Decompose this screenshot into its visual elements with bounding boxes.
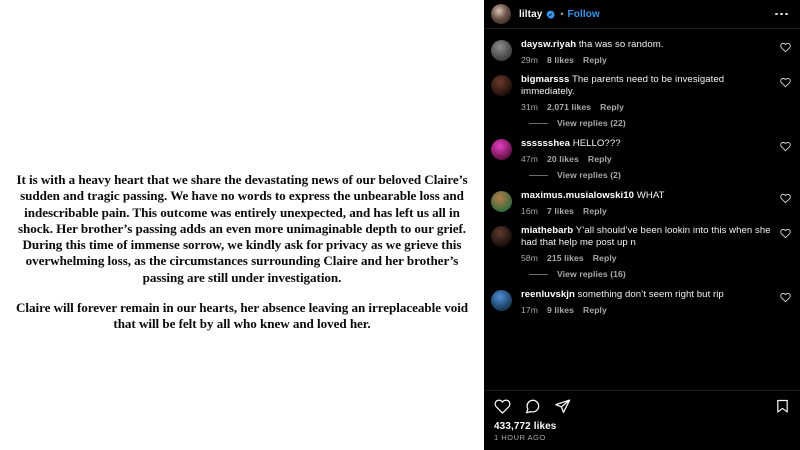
comment-username[interactable]: daysw.riyah	[521, 39, 577, 50]
avatar[interactable]	[491, 290, 512, 311]
comment-message: Y’all should’ve been lookin into this when she had that help me post up n	[521, 225, 771, 249]
avatar[interactable]	[491, 40, 512, 61]
post-header	[484, 0, 800, 29]
comment-meta	[521, 305, 772, 315]
post-action-bar	[484, 390, 800, 450]
share-paper-plane-icon[interactable]	[554, 398, 571, 415]
comment-meta	[521, 55, 772, 65]
comment-item[interactable]	[491, 190, 792, 216]
comment-text	[521, 225, 772, 250]
comment-username[interactable]: miathebarb	[521, 225, 574, 237]
statement-paragraph-1: It is with a heavy heart that we share the devastating news of our beloved Claire’s sudden and tragic passing. We have no words to express the unbearable loss and indescribable pain. This outcome was entirely unexpected, and has left us all in shock. Her brother’s passing adds an even more unimaginable depth to our grief. During this time of immense sorrow, we kindly ask for privacy as we grieve this overwhelming loss, as the circumstances surrounding Claire and her brother’s passing are still under investigation.	[16, 172, 468, 285]
header-separator: •	[560, 8, 564, 19]
comment-time: 47m	[521, 154, 539, 165]
comment-time: 17m	[521, 305, 539, 316]
comment-message: HELLO???	[572, 138, 621, 150]
view-replies-line	[529, 175, 548, 176]
heart-icon[interactable]	[778, 141, 792, 152]
view-replies-line	[529, 274, 548, 275]
comment-likes[interactable]: 20 likes	[547, 154, 579, 165]
comment-message: WHAT	[636, 190, 665, 202]
comment-body	[521, 138, 772, 164]
comment-time: 31m	[521, 102, 539, 113]
comment-item[interactable]	[491, 289, 792, 315]
action-icon-row	[494, 398, 790, 415]
avatar[interactable]	[491, 4, 511, 24]
follow-button[interactable]: Follow	[567, 8, 600, 20]
comment-item[interactable]	[491, 225, 792, 263]
likes-count[interactable]: 433,772 likes	[494, 420, 557, 432]
comment-message: something don’t seem right but rip	[577, 289, 724, 301]
avatar[interactable]	[491, 191, 512, 212]
comment-time: 58m	[521, 253, 539, 264]
heart-icon[interactable]	[778, 77, 792, 88]
comment-body	[521, 289, 772, 315]
heart-icon[interactable]	[778, 228, 792, 239]
comment-meta	[521, 154, 772, 164]
comment-reply-button[interactable]: Reply	[583, 305, 607, 316]
heart-icon[interactable]	[778, 292, 792, 303]
avatar[interactable]	[491, 139, 512, 160]
comment-item[interactable]	[491, 138, 792, 164]
comment-time: 29m	[521, 54, 539, 65]
view-replies-button[interactable]	[529, 118, 792, 128]
view-replies-label: View replies (16)	[557, 269, 626, 280]
heart-icon[interactable]	[778, 193, 792, 204]
comment-body	[521, 190, 772, 216]
statement-paragraph-2: Claire will forever remain in our hearts, her absence leaving an irreplaceable void that will be felt by all who knew and loved her.	[15, 300, 469, 332]
post-timestamp: 1 HOUR AGO	[494, 433, 546, 442]
comment-username[interactable]: bigmarsss	[521, 73, 570, 85]
comment-reply-button[interactable]: Reply	[583, 54, 607, 65]
comment-username[interactable]: sssssshea	[521, 138, 570, 150]
comment-meta	[521, 253, 772, 263]
comment-likes[interactable]: 8 likes	[547, 54, 575, 65]
more-options-icon[interactable]	[773, 9, 790, 20]
comment-body	[521, 225, 772, 263]
view-replies-button[interactable]	[529, 269, 792, 279]
verified-badge-icon	[546, 10, 555, 19]
comment-likes[interactable]: 7 likes	[547, 206, 575, 217]
comment-username[interactable]: reenluvskjn	[521, 289, 575, 301]
comment-list[interactable]	[484, 29, 800, 390]
statement-text-block	[14, 172, 470, 333]
comment-text	[521, 289, 772, 301]
comment-likes[interactable]: 9 likes	[547, 305, 575, 316]
comment-message: tha was so random.	[578, 39, 664, 50]
comment-text	[521, 138, 772, 150]
heart-icon[interactable]	[494, 398, 511, 415]
comment-likes[interactable]: 215 likes	[547, 253, 584, 264]
comment-bubble-icon[interactable]	[524, 398, 541, 415]
comment-body	[521, 74, 772, 112]
instagram-comments-panel	[484, 0, 800, 450]
heart-icon[interactable]	[778, 42, 792, 53]
avatar[interactable]	[491, 75, 512, 96]
comment-reply-button[interactable]: Reply	[592, 253, 617, 264]
comment-text	[521, 74, 772, 99]
view-replies-line	[529, 123, 548, 124]
view-replies-label: View replies (22)	[557, 118, 626, 129]
comment-item[interactable]	[491, 74, 792, 112]
comment-time: 16m	[521, 206, 539, 217]
view-replies-button[interactable]	[529, 170, 792, 180]
comment-text	[521, 190, 772, 202]
bookmark-icon[interactable]	[775, 398, 790, 414]
comment-likes[interactable]: 2,071 likes	[547, 102, 592, 113]
comment-body	[521, 39, 772, 65]
comment-meta	[521, 102, 772, 112]
comment-message: The parents need to be invesigated immediately.	[521, 73, 725, 98]
comment-reply-button[interactable]: Reply	[583, 206, 607, 217]
avatar[interactable]	[491, 226, 512, 247]
comment-reply-button[interactable]: Reply	[587, 154, 612, 165]
post-author-username[interactable]: liltay	[519, 8, 543, 20]
comment-item[interactable]	[491, 39, 792, 65]
comment-username[interactable]: maximus.musialowski10	[521, 190, 635, 202]
comment-text	[521, 39, 772, 51]
view-replies-label: View replies (2)	[557, 170, 622, 181]
comment-meta	[521, 206, 772, 216]
comment-reply-button[interactable]: Reply	[600, 102, 625, 113]
